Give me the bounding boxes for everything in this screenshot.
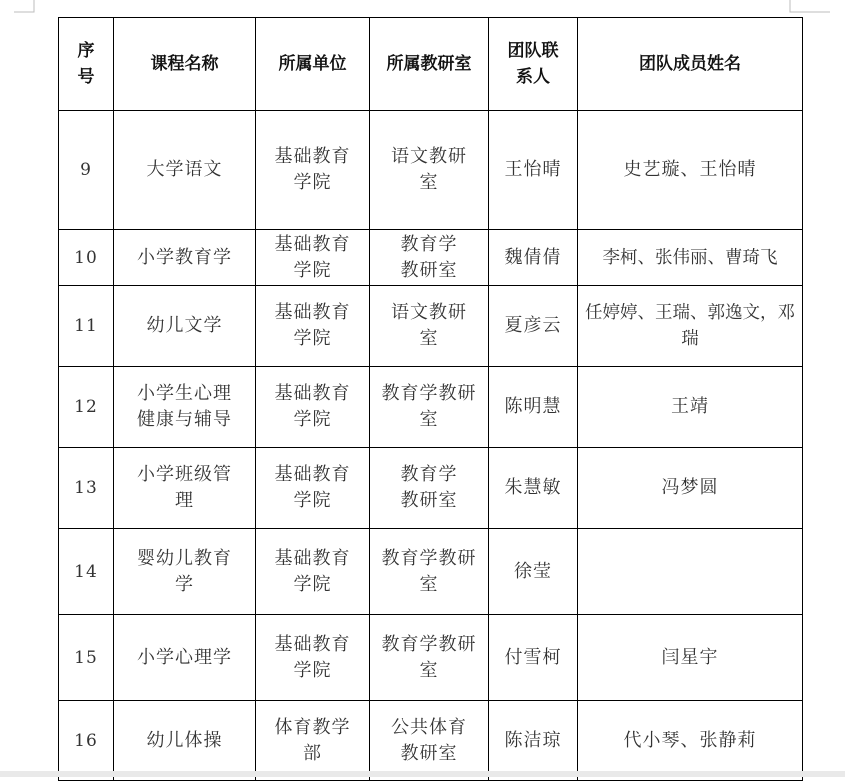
course-table — [58, 17, 803, 781]
row-unit: 基础教育学院 — [256, 230, 370, 286]
row-index: 13 — [59, 448, 114, 529]
table-row — [59, 286, 803, 367]
row-contact: 王怡晴 — [489, 111, 578, 230]
page-bottom-edge — [0, 771, 845, 777]
row-members — [578, 529, 803, 615]
table-row — [59, 448, 803, 529]
row-office: 教育学教研室 — [370, 230, 489, 286]
row-office: 公共体育教研室 — [370, 701, 489, 781]
row-course: 小学教育学 — [114, 230, 256, 286]
row-contact: 徐莹 — [489, 529, 578, 615]
row-course: 小学心理学 — [114, 615, 256, 701]
row-members: 李柯、张伟丽、曹琦飞 — [578, 230, 803, 286]
row-office: 语文教研室 — [370, 111, 489, 230]
table-row — [59, 701, 803, 781]
row-index: 9 — [59, 111, 114, 230]
row-unit: 基础教育学院 — [256, 367, 370, 448]
row-contact: 陈洁琼 — [489, 701, 578, 781]
row-contact: 付雪柯 — [489, 615, 578, 701]
row-index: 12 — [59, 367, 114, 448]
table-row — [59, 230, 803, 286]
table-row — [59, 615, 803, 701]
row-unit: 体育教学部 — [256, 701, 370, 781]
row-unit: 基础教育学院 — [256, 111, 370, 230]
row-index: 11 — [59, 286, 114, 367]
table-header-row — [59, 18, 803, 111]
header-contact: 团队联系人 — [489, 18, 578, 111]
row-course: 幼儿体操 — [114, 701, 256, 781]
row-unit: 基础教育学院 — [256, 448, 370, 529]
table-row — [59, 529, 803, 615]
row-members: 冯梦圆 — [578, 448, 803, 529]
row-contact: 陈明慧 — [489, 367, 578, 448]
row-office: 教育学教研室 — [370, 367, 489, 448]
row-office: 教育学教研室 — [370, 448, 489, 529]
table-row — [59, 367, 803, 448]
row-members: 代小琴、张静莉 — [578, 701, 803, 781]
header-index: 序号 — [59, 18, 114, 111]
row-index: 14 — [59, 529, 114, 615]
row-contact: 魏倩倩 — [489, 230, 578, 286]
row-index: 16 — [59, 701, 114, 781]
row-index: 10 — [59, 230, 114, 286]
row-course: 婴幼儿教育学 — [114, 529, 256, 615]
header-members: 团队成员姓名 — [578, 18, 803, 111]
row-course: 大学语文 — [114, 111, 256, 230]
row-unit: 基础教育学院 — [256, 529, 370, 615]
row-members: 王靖 — [578, 367, 803, 448]
row-course: 小学生心理健康与辅导 — [114, 367, 256, 448]
row-unit: 基础教育学院 — [256, 615, 370, 701]
header-course: 课程名称 — [114, 18, 256, 111]
row-course: 小学班级管理 — [114, 448, 256, 529]
row-contact: 夏彦云 — [489, 286, 578, 367]
row-office: 语文教研室 — [370, 286, 489, 367]
row-contact: 朱慧敏 — [489, 448, 578, 529]
row-office: 教育学教研室 — [370, 615, 489, 701]
row-office: 教育学教研室 — [370, 529, 489, 615]
header-unit: 所属单位 — [256, 18, 370, 111]
table-row — [59, 111, 803, 230]
row-index: 15 — [59, 615, 114, 701]
row-unit: 基础教育学院 — [256, 286, 370, 367]
row-course: 幼儿文学 — [114, 286, 256, 367]
row-members: 闫星宇 — [578, 615, 803, 701]
header-office: 所属教研室 — [370, 18, 489, 111]
row-members: 史艺璇、王怡晴 — [578, 111, 803, 230]
row-members: 任婷婷、王瑞、郭逸文，邓瑞 — [578, 286, 803, 367]
